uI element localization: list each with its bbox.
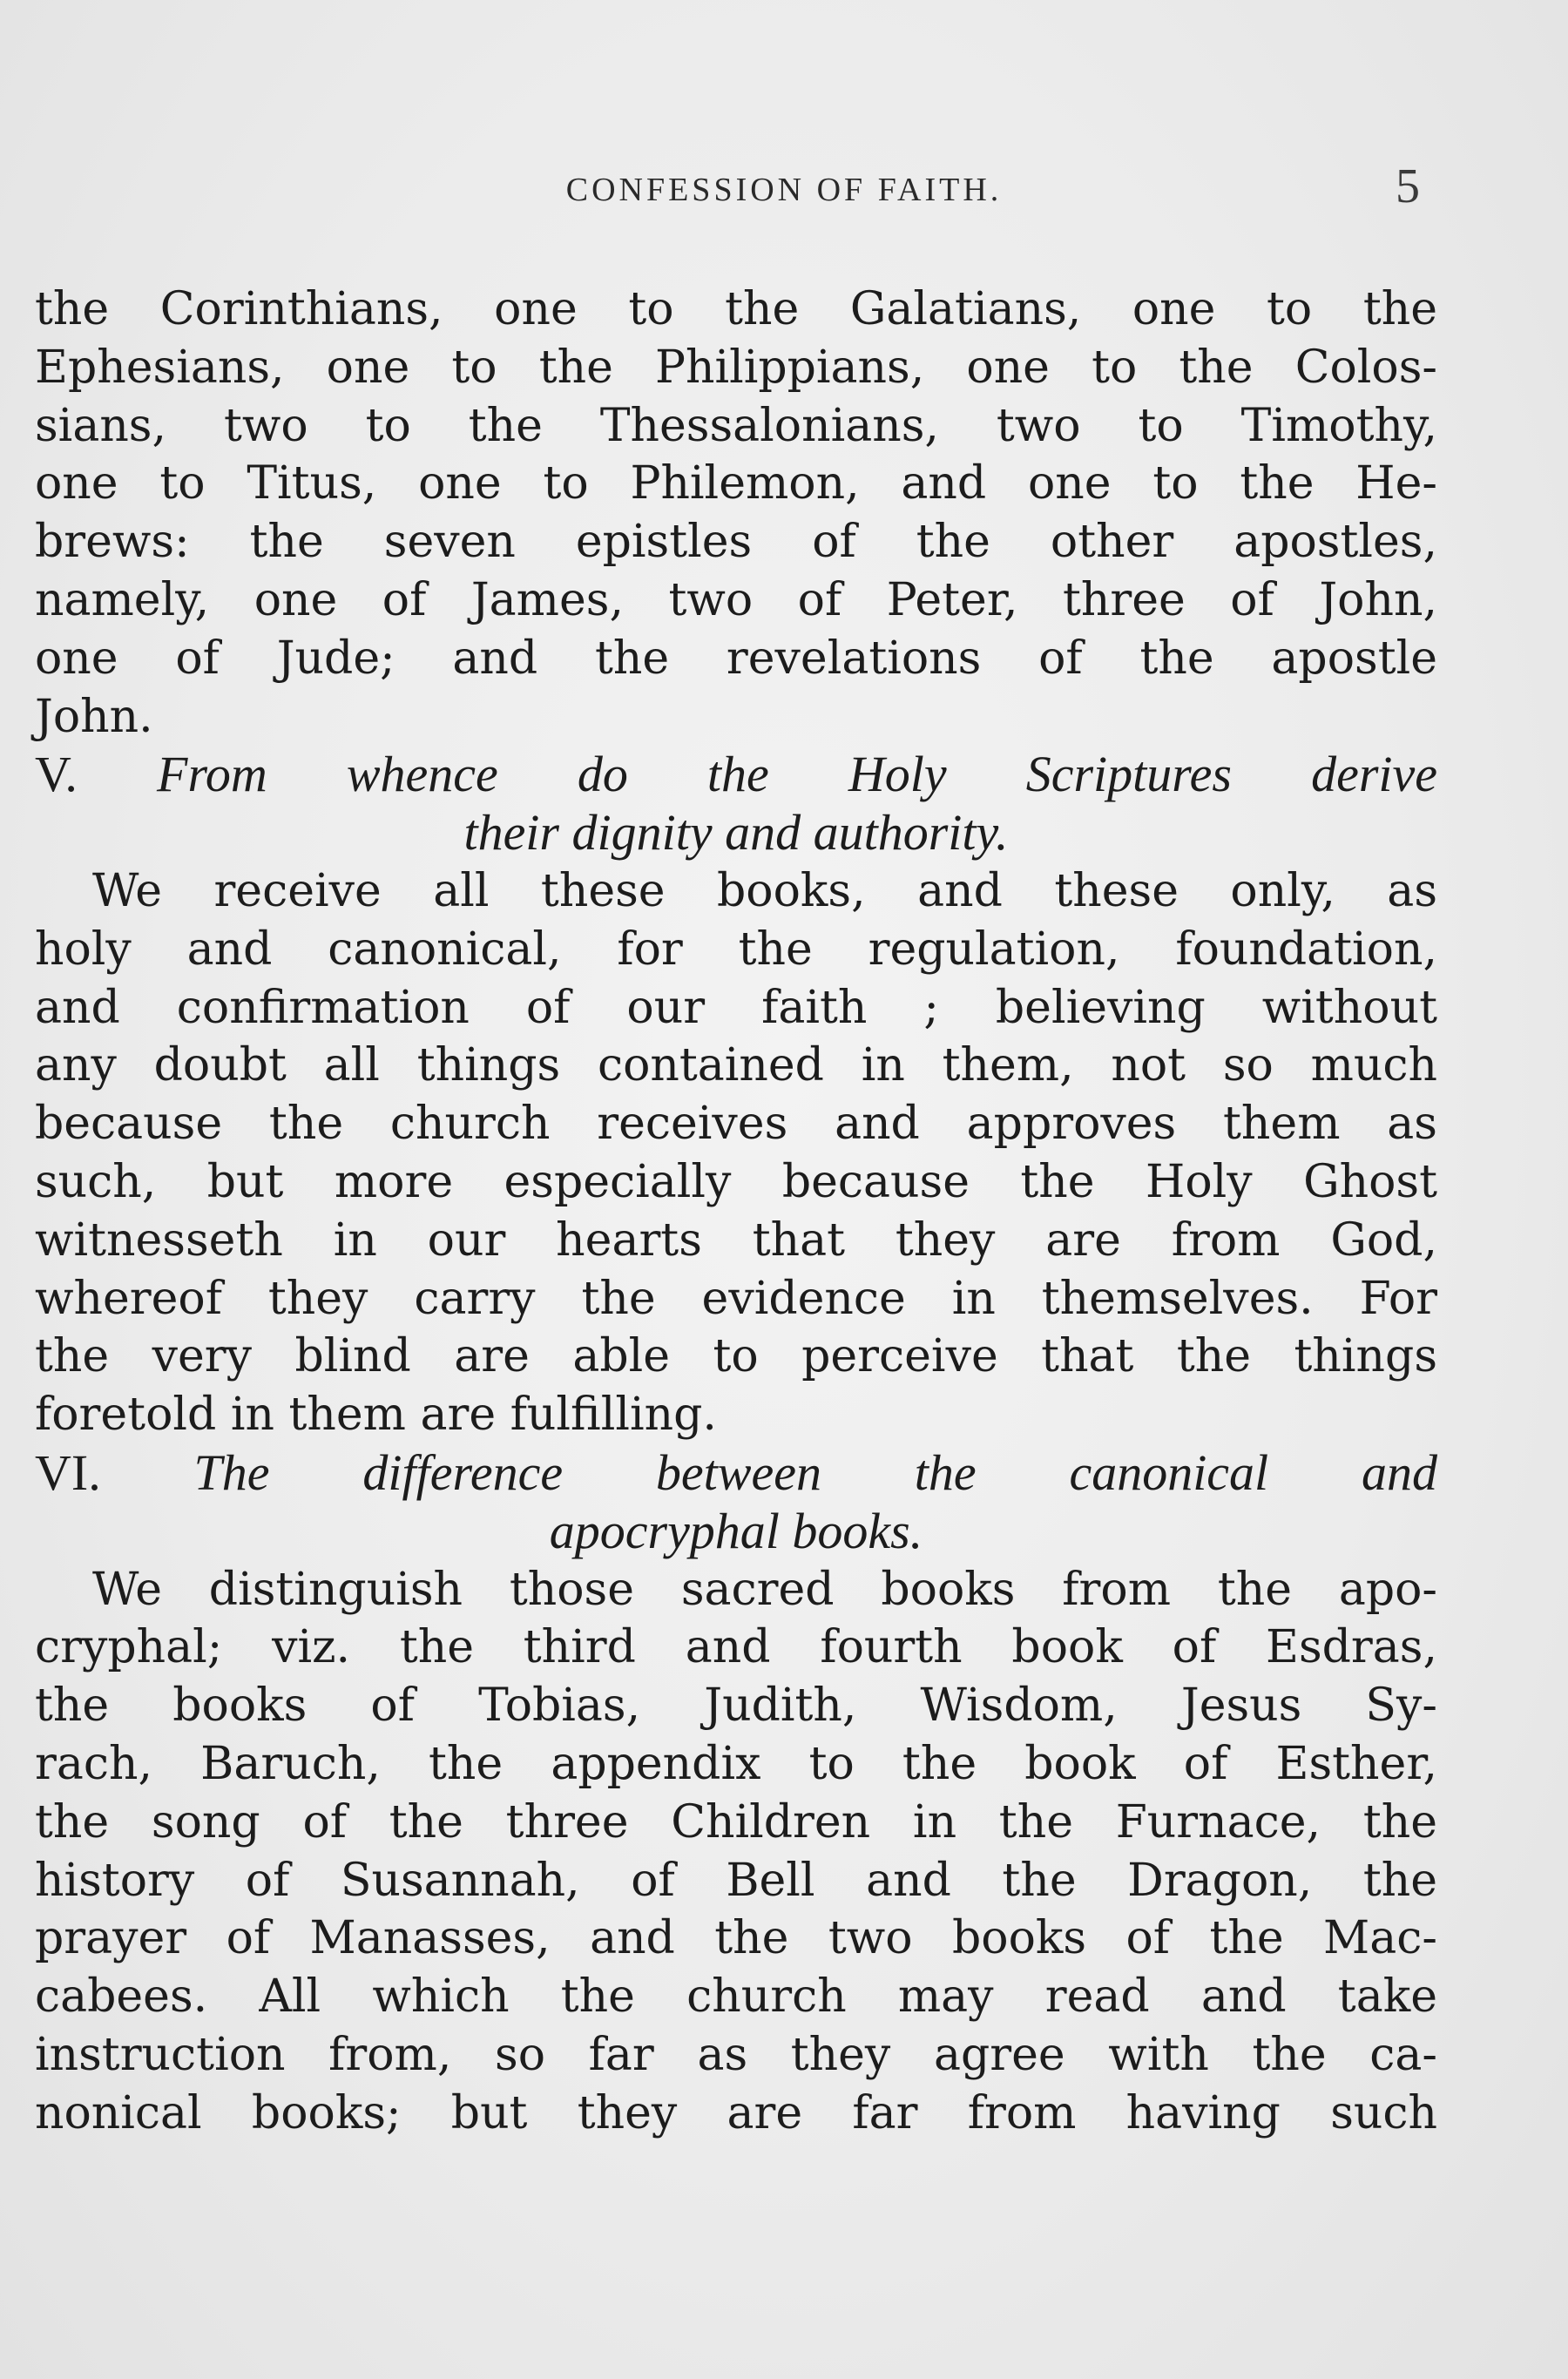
text-line: brews: the seven epistles of the other apostles, (35, 516, 1437, 569)
section-numeral: V. (35, 746, 78, 803)
section-v (35, 746, 1437, 1444)
text-line: prayer of Manasses, and the two books of the Mac- (35, 1912, 1437, 1965)
text-line: Ephesians, one to the Philippians, one to the Colos- (35, 341, 1437, 394)
page-header (0, 159, 1568, 223)
section-numeral: VI. (35, 1443, 101, 1501)
text-line: one of Jude; and the revelations of the apostle (35, 632, 1437, 685)
section-title-continued: apocryphal books. (549, 1502, 923, 1559)
text-line: and confirmation of our faith ; believing without (35, 981, 1437, 1034)
text-line: history of Susannah, of Bell and the Dragon, the (35, 1854, 1437, 1907)
text-line: We receive all these books, and these only, as (92, 864, 1437, 917)
text-line: the books of Tobias, Judith, Wisdom, Jesus Sy- (35, 1679, 1437, 1733)
section-title-continued: their dignity and authority. (463, 804, 1009, 862)
text-line: cabees. All which the church may read and take (35, 1970, 1437, 2024)
text-line: We distinguish those sacred books from the apo- (92, 1563, 1437, 1616)
text-line: nonical books; but they are far from having such (35, 2086, 1437, 2139)
text-line: John. (35, 690, 153, 743)
text-line: the Corinthians, one to the Galatians, one to the (35, 283, 1437, 335)
text-line: rach, Baruch, the appendix to the book of Esther, (35, 1737, 1437, 1790)
text-line: whereof they carry the evidence in themselves. For (35, 1272, 1437, 1325)
text-line: one to Titus, one to Philemon, and one to the He- (35, 457, 1437, 510)
text-line: holy and canonical, for the regulation, foundation, (35, 923, 1437, 976)
section-vi (35, 1444, 1437, 2143)
text-line: cryphal; viz. the third and fourth book of Esdras, (35, 1621, 1437, 1674)
section-vi-heading (35, 1444, 1437, 1503)
text-line: because the church receives and approves them as (35, 1098, 1437, 1151)
continuation-paragraph (35, 280, 1437, 746)
page-number: 5 (1396, 159, 1420, 213)
text-line: instruction from, so far as they agree with the ca- (35, 2028, 1437, 2081)
section-v-heading (35, 746, 1437, 804)
text-line: namely, one of James, two of Peter, three of John, (35, 573, 1437, 626)
running-head: CONFESSION OF FAITH. (565, 172, 1003, 208)
section-title: The difference between the canonical and (193, 1443, 1437, 1501)
text-line: the song of the three Children in the Furnace, the (35, 1795, 1437, 1848)
section-title: From whence do the Holy Scriptures derive (157, 746, 1437, 803)
text-line: the very blind are able to perceive that the things (35, 1330, 1437, 1383)
text-line: any doubt all things contained in them, not so much (35, 1039, 1437, 1092)
text-line: foretold in them are fulfilling. (35, 1389, 717, 1442)
text-line: sians, two to the Thessalonians, two to Timothy, (35, 399, 1437, 452)
text-line: witnesseth in our hearts that they are from God, (35, 1213, 1437, 1267)
text-line: such, but more especially because the Holy Ghost (35, 1155, 1437, 1208)
body-text (35, 280, 1437, 2143)
